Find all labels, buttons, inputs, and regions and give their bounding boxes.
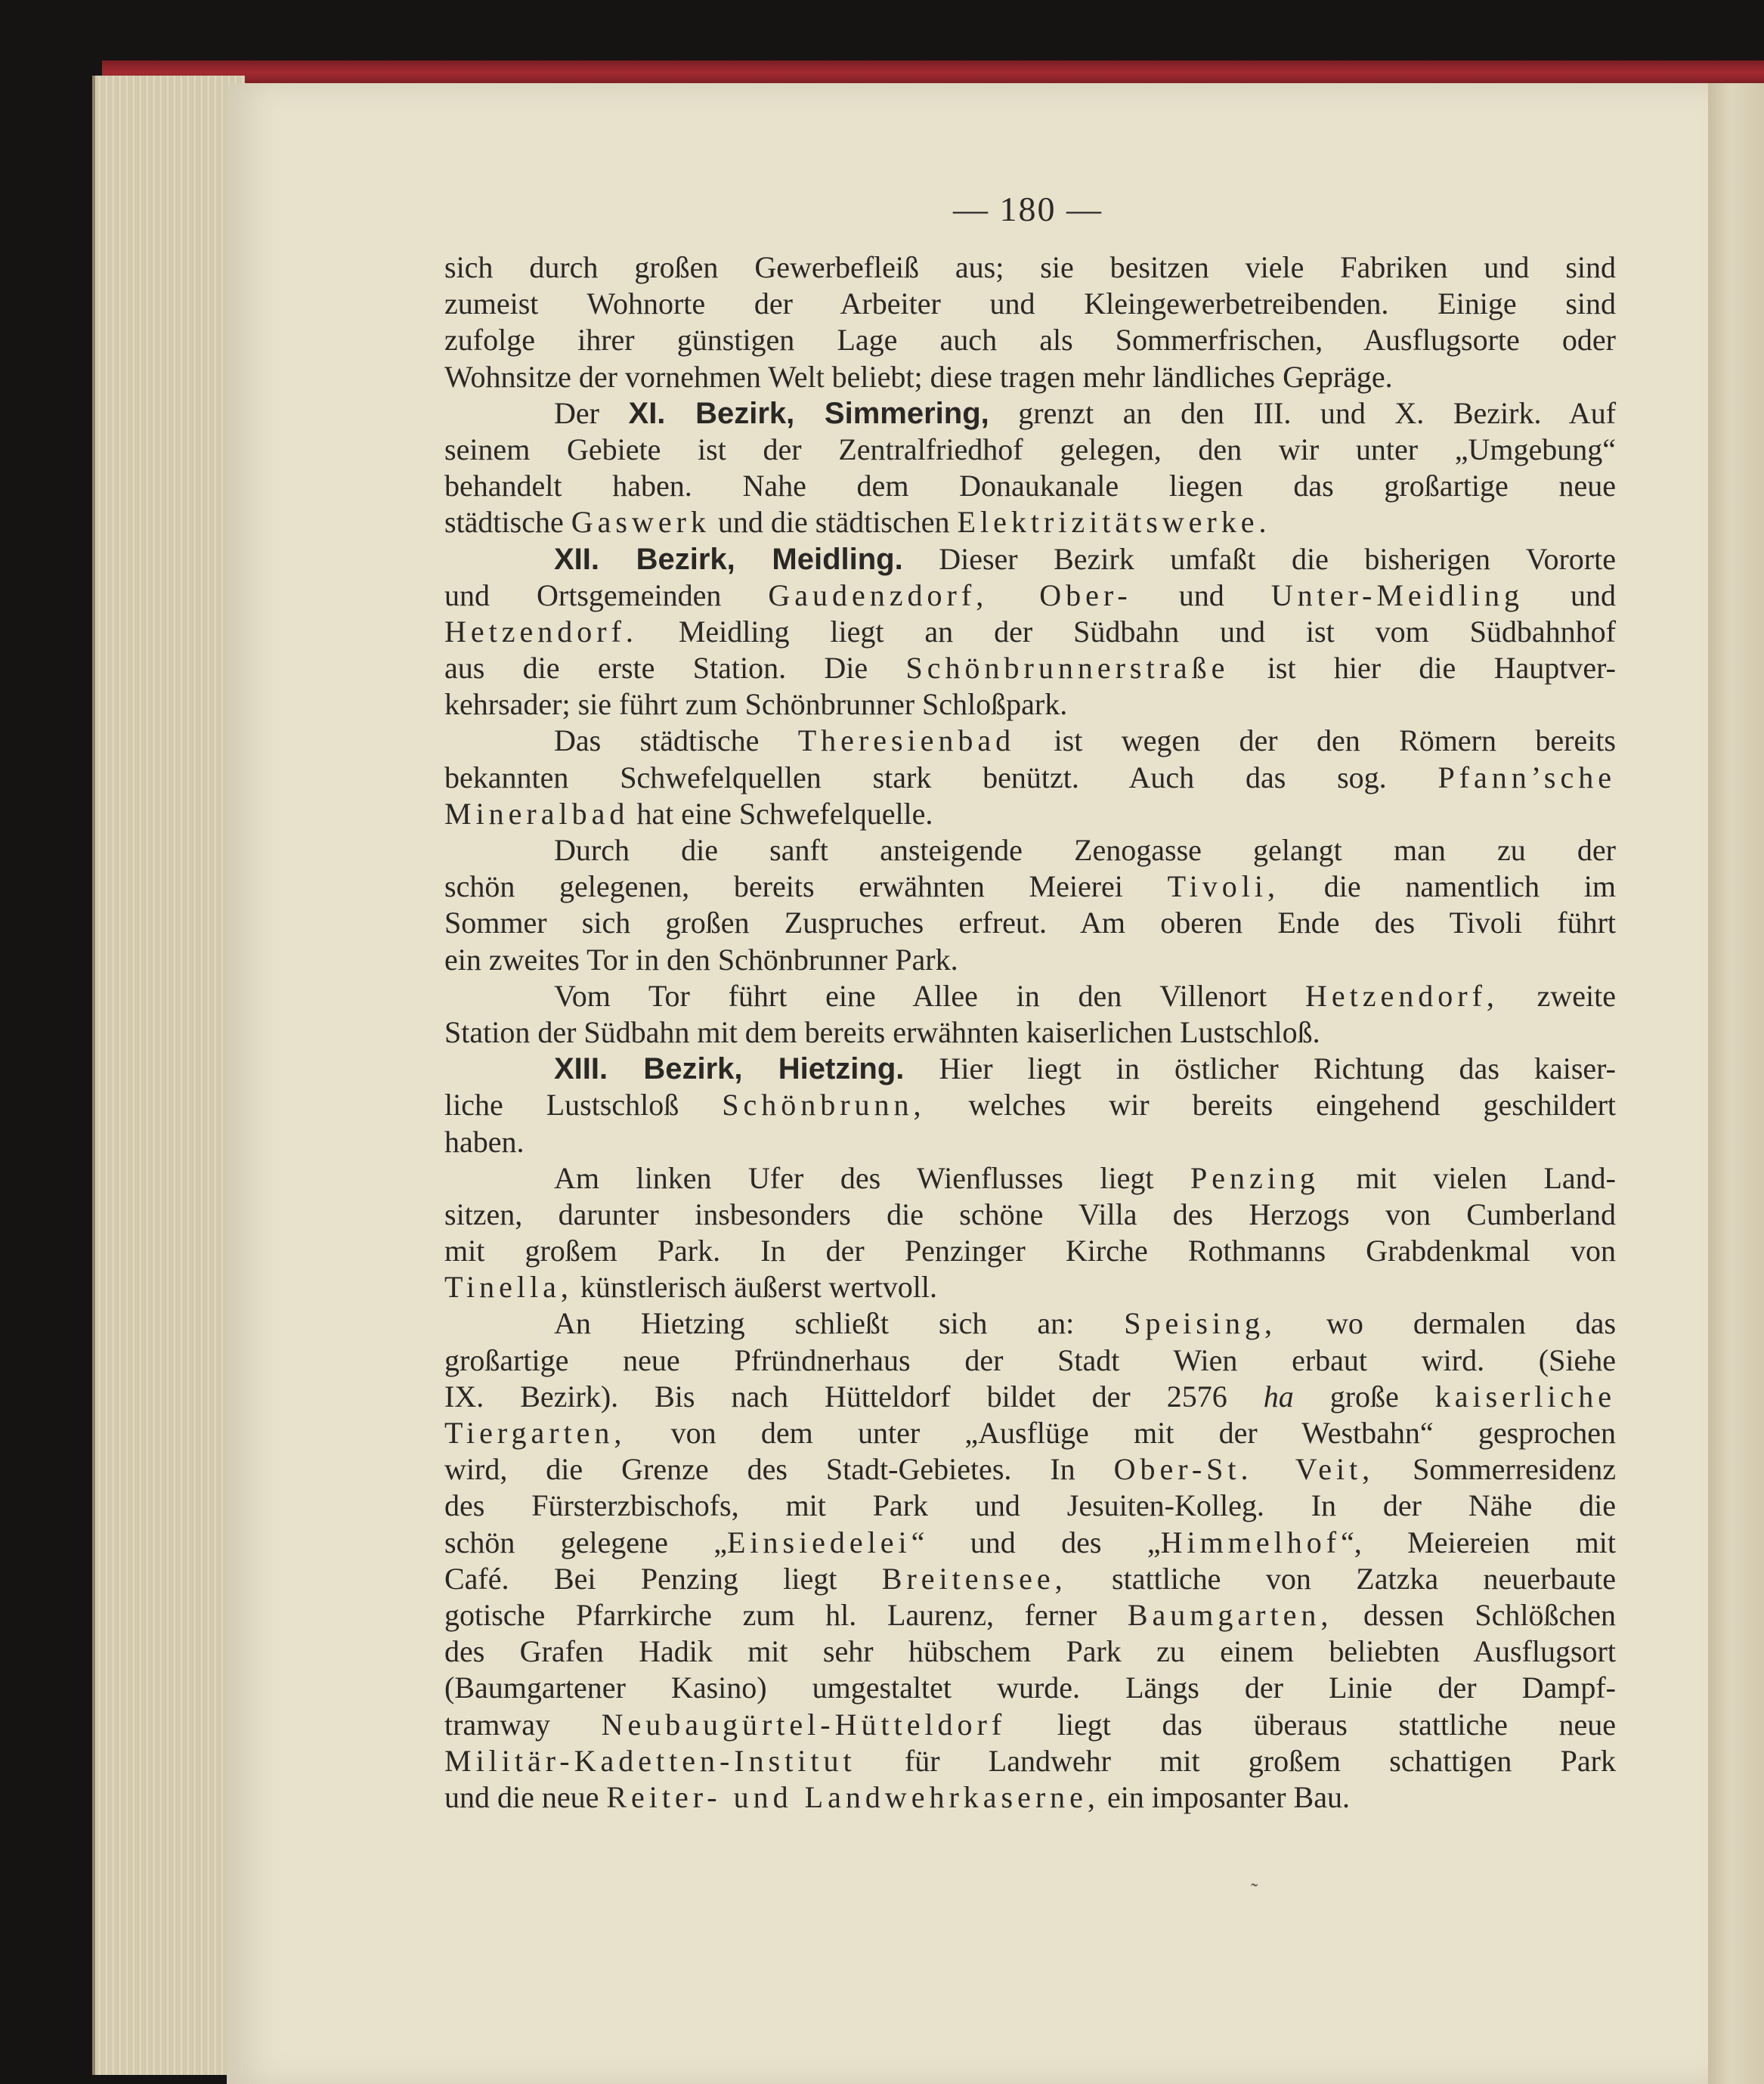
text-line (444, 1451, 1616, 1488)
text-line (444, 1197, 1616, 1233)
emphasized-name: Tivoli, (1167, 869, 1280, 904)
text-line (444, 1779, 1616, 1816)
text-line (444, 1415, 1616, 1451)
text-line (444, 1488, 1616, 1524)
text-segment: IX. Bezirk). Bis nach Hütteldorf bildet der 2576 (444, 1379, 1264, 1414)
text-line (444, 249, 1616, 286)
text-segment: und die städtischen (710, 505, 958, 540)
body-text (444, 249, 1616, 1816)
text-segment: und Ortsgemeinden (444, 578, 769, 612)
text-segment: liche Lustschloß (444, 1088, 723, 1123)
text-segment: hat eine Schwefelquelle. (629, 796, 933, 831)
emphasized-name: Penzing (1190, 1160, 1320, 1195)
text-line (444, 432, 1616, 468)
text-segment: künstlerisch äußerst wertvoll. (572, 1270, 937, 1305)
emphasized-name: Tinella, (444, 1270, 573, 1305)
next-page-edge (1708, 83, 1764, 2084)
text-segment: zweite (1498, 978, 1617, 1013)
text-segment: bekannten Schwefelquellen stark benützt. Auch das sog. (444, 760, 1438, 794)
emphasized-name: Schönbrunn, (722, 1088, 926, 1123)
text-line (444, 1233, 1616, 1269)
text-segment: kehrsader; sie führt zum Schönbrunner Schloßpark. (444, 687, 1068, 722)
text-line (444, 504, 1616, 540)
text-line (444, 322, 1616, 358)
text-segment: die namentlich im (1280, 869, 1616, 904)
text-segment: gotische Pfarrkirche zum hl. Laurenz, ferner (444, 1597, 1128, 1632)
text-line (444, 686, 1616, 723)
text-line (444, 1525, 1616, 1561)
text-segment: Dieser Bezirk umfaßt die bisherigen Vororte (902, 541, 1616, 576)
text-segment: wo dermalen das (1277, 1306, 1617, 1341)
text-line (444, 723, 1616, 759)
text-segment: aus die erste Station. Die (444, 651, 906, 686)
text-segment: Das städtische (554, 723, 798, 758)
text-line (444, 1160, 1616, 1197)
text-segment: Am linken Ufer des Wienflusses liegt (554, 1160, 1190, 1195)
text-segment: “, Meiereien mit (1341, 1525, 1617, 1559)
emphasized-name: Speising, (1124, 1306, 1277, 1341)
text-segment: Meidling liegt an der Südbahn und ist vom Südbahnhof (637, 614, 1616, 649)
text-segment: für Landwehr mit großem schattigen Park (856, 1743, 1616, 1778)
emphasized-name: Ober-St. Veit, (1113, 1452, 1375, 1487)
text-line (444, 1305, 1616, 1342)
text-line (444, 1597, 1616, 1633)
text-segment: stattliche von Zatzka neuerbaute (1066, 1561, 1617, 1596)
text-line (444, 578, 1616, 614)
text-line (444, 905, 1616, 941)
emphasized-name: Hetzendorf, (1304, 978, 1499, 1013)
emphasized-name: Gaudenzdorf, Ober- (768, 578, 1132, 612)
text-segment: seinem Gebiete ist der Zentralfriedhof gelegen, den wir unter „Umgebung“ (444, 432, 1616, 466)
text-segment: zumeist Wohnorte der Arbeiter und Kleingewerbetreibenden. Einige sind (444, 286, 1616, 321)
text-segment: wird, die Grenze des Stadt-Gebietes. In (444, 1452, 1114, 1487)
text-segment: große (1293, 1379, 1435, 1414)
text-segment: Café. Bei Penzing liegt (444, 1561, 882, 1596)
text-segment: “ und des „ (911, 1525, 1161, 1559)
text-segment: sitzen, darunter insbesonders die schöne Villa des Herzogs von Cumberland (444, 1197, 1616, 1231)
text-segment: Vom Tor führt eine Allee in den Villenort (554, 978, 1305, 1013)
section-heading: XII. Bezirk, Meidling. (554, 542, 903, 576)
text-segment: ist wegen der den Römern bereits (1015, 723, 1616, 758)
emphasized-name: Militär-Kadetten-Institut (444, 1743, 856, 1778)
text-line (444, 468, 1616, 504)
text-segment: Wohnsitze der vornehmen Welt beliebt; diese tragen mehr ländliches Gepräge. (444, 359, 1393, 394)
text-line (444, 650, 1616, 686)
text-segment: Sommer sich großen Zuspruches erfreut. Am oberen Ende des Tivoli führt (444, 906, 1616, 940)
emphasized-name: Himmelhof (1160, 1525, 1342, 1559)
emphasized-name: Tiergarten, (444, 1416, 627, 1450)
text-line (444, 541, 1616, 578)
text-line (444, 832, 1616, 869)
emphasized-name: Theresienbad (797, 723, 1016, 758)
emphasized-name: Gaswerk (571, 505, 710, 540)
text-line (444, 1670, 1616, 1706)
text-line (444, 1561, 1616, 1597)
text-line (444, 1124, 1616, 1160)
text-segment: Hier liegt in östlicher Richtung das kaiser- (904, 1051, 1616, 1086)
text-segment: dessen Schlößchen (1332, 1597, 1616, 1632)
text-line (444, 1379, 1616, 1415)
text-segment: mit vielen Land- (1319, 1160, 1616, 1195)
emphasized-name: kaiserliche (1434, 1379, 1616, 1414)
text-line (444, 1014, 1616, 1051)
text-segment: An Hietzing schließt sich an: (554, 1306, 1125, 1341)
text-line (444, 1633, 1616, 1670)
text-segment: ha (1263, 1379, 1294, 1414)
text-segment: städtische (444, 505, 571, 540)
text-segment: liegt das überaus stattliche neue (1006, 1707, 1616, 1742)
text-segment: und (1131, 578, 1271, 612)
page-stack-edges (92, 76, 245, 2075)
text-segment: behandelt haben. Nahe dem Donaukanale liegen das großartige neue (444, 469, 1616, 503)
text-line (444, 760, 1616, 796)
text-segment: des Fürsterzbischofs, mit Park und Jesuiten-Kolleg. In der Nähe die (444, 1488, 1616, 1523)
text-line (444, 1342, 1616, 1379)
text-segment: Durch die sanft ansteigende Zenogasse gelangt man zu der (554, 833, 1616, 867)
text-segment: zufolge ihrer günstigen Lage auch als Sommerfrischen, Ausflugsorte oder (444, 323, 1616, 358)
text-segment: ein zweites Tor in den Schönbrunner Park. (444, 942, 958, 977)
text-line (444, 1051, 1616, 1087)
text-line (444, 942, 1616, 978)
section-heading: XI. Bezirk, Simmering, (628, 396, 989, 430)
text-line (444, 1743, 1616, 1779)
text-segment: (Baumgartener Kasino) umgestaltet wurde. Längs der Linie der Dampf- (444, 1671, 1616, 1705)
emphasized-name: Elektrizitätswerke. (957, 505, 1271, 540)
emphasized-name: Unter-Meidling (1270, 578, 1524, 612)
text-segment: schön gelegene „ (444, 1525, 727, 1559)
ink-mark: ˜ (1251, 1880, 1258, 1903)
text-segment: sich durch großen Gewerbefleiß aus; sie besitzen viele Fabriken und sind (444, 250, 1616, 284)
emphasized-name: Pfann’sche (1438, 760, 1616, 794)
text-segment: grenzt an den III. und X. Bezirk. Auf (989, 395, 1617, 430)
text-segment: des Grafen Hadik mit sehr hübschem Park zu einem beliebten Ausflugsort (444, 1634, 1616, 1669)
emphasized-name: Breitensee, (881, 1561, 1067, 1596)
text-line (444, 869, 1616, 905)
text-segment: tramway (444, 1707, 602, 1742)
text-segment: und (1524, 578, 1617, 612)
emphasized-name: Reiter- und Landwehrkaserne, (606, 1779, 1100, 1814)
emphasized-name: Einsiedelei (726, 1525, 911, 1559)
text-line (444, 1269, 1616, 1305)
text-line (444, 1087, 1616, 1123)
text-segment: ist hier die Hauptver- (1229, 651, 1616, 686)
text-segment: haben. (444, 1124, 525, 1159)
text-line (444, 395, 1616, 432)
emphasized-name: Schönbrunnerstraße (905, 651, 1230, 686)
page-number: — 180 — (953, 190, 1103, 228)
emphasized-name: Neubaugürtel-Hütteldorf (601, 1707, 1007, 1742)
text-line (444, 796, 1616, 832)
text-segment: schön gelegenen, bereits erwähnten Meierei (444, 869, 1168, 904)
text-segment: von dem unter „Ausflüge mit der Westbahn“ gesprochen (626, 1416, 1616, 1450)
text-line (444, 1707, 1616, 1743)
text-line (444, 614, 1616, 650)
text-line (444, 359, 1616, 395)
emphasized-name: Baumgarten, (1127, 1597, 1333, 1632)
text-segment: ein imposanter Bau. (1099, 1779, 1350, 1814)
emphasized-name: Hetzendorf. (444, 614, 638, 649)
text-segment: Station der Südbahn mit dem bereits erwähnten kaiserlichen Lustschloß. (444, 1014, 1320, 1049)
emphasized-name: Mineralbad (444, 796, 630, 831)
text-segment: großartige neue Pfründnerhaus der Stadt Wien erbaut wird. (Siehe (444, 1342, 1616, 1377)
text-line (444, 978, 1616, 1014)
text-segment: und die neue (444, 1779, 607, 1814)
text-line (444, 286, 1616, 322)
text-segment: Sommerresidenz (1374, 1452, 1616, 1487)
text-segment: mit großem Park. In der Penzinger Kirche Rothmanns Grabdenkmal von (444, 1234, 1616, 1268)
section-heading: XIII. Bezirk, Hietzing. (554, 1052, 905, 1086)
text-segment: Der (554, 395, 629, 430)
text-segment: welches wir bereits eingehend geschildert (925, 1088, 1617, 1123)
